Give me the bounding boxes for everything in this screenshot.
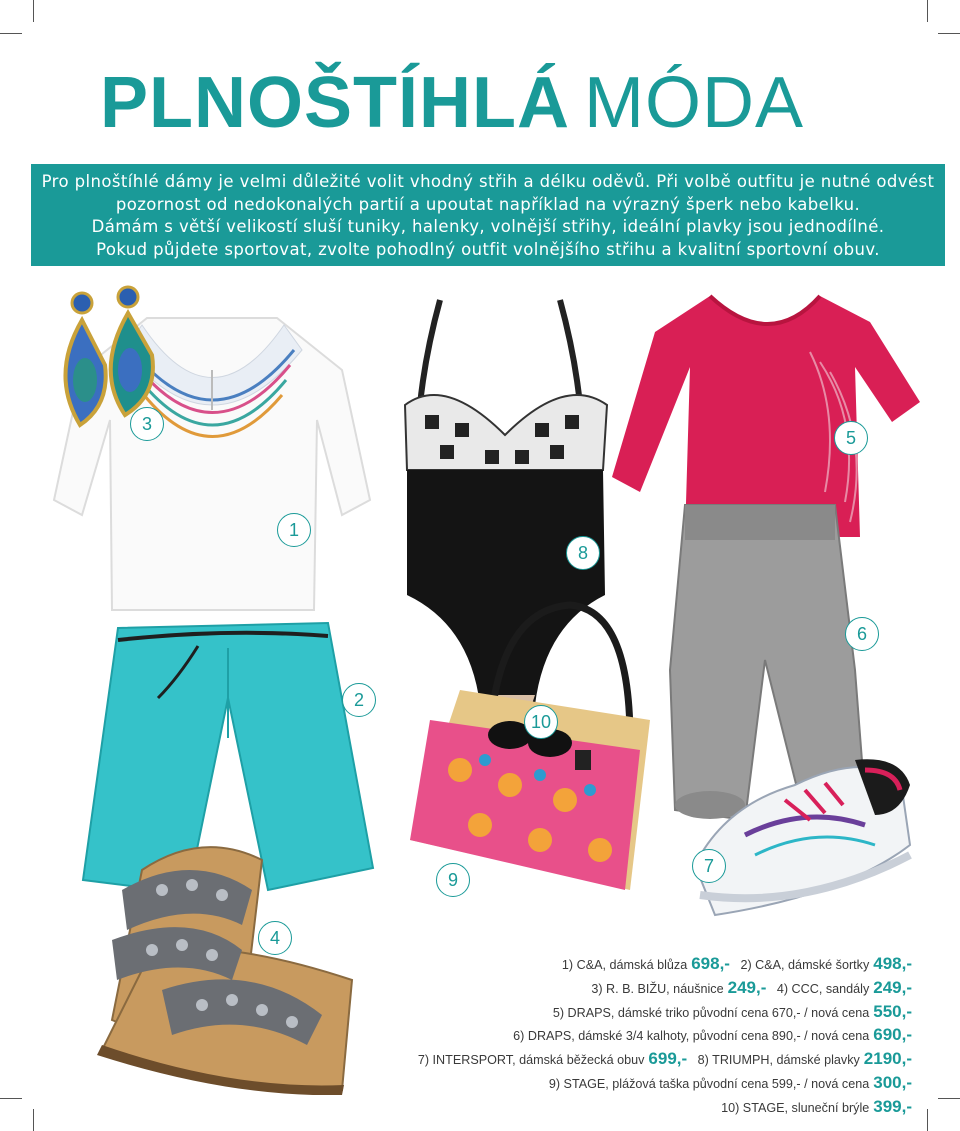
crop-mark xyxy=(938,1098,960,1099)
item-text: 2) C&A, dámské šortky xyxy=(740,958,870,972)
product-number-marker: 10 xyxy=(524,705,558,739)
sneaker-image xyxy=(685,745,915,925)
item-text: 3) R. B. BIŽU, náušnice xyxy=(591,981,724,996)
crop-mark xyxy=(0,33,22,34)
product-number-marker: 4 xyxy=(258,921,292,955)
item-price: 698,- xyxy=(691,954,730,973)
item-price: 2190,- xyxy=(863,1049,912,1069)
product-number-marker: 1 xyxy=(277,513,311,547)
price-line xyxy=(312,977,912,1001)
product-number-marker: 5 xyxy=(834,421,868,455)
crop-mark xyxy=(927,1109,928,1131)
product-number-marker: 2 xyxy=(342,683,376,717)
item-price: 550,- xyxy=(873,1001,912,1021)
item-text: 10) STAGE, sluneční brýle xyxy=(721,1100,870,1115)
bag-image xyxy=(400,600,660,900)
item-text: 9) STAGE, plážová taška původní cena 599,- / nová cena xyxy=(548,1076,870,1091)
item-price: 690,- xyxy=(873,1025,912,1045)
price-line xyxy=(312,1096,912,1120)
item-price: 699,- xyxy=(648,1049,688,1069)
intro-line: Dámám s větší velikostí sluší tuniky, halenky, volnější střihy, ideální plavky jsou jednodílné. xyxy=(91,217,885,236)
crop-mark xyxy=(0,1098,22,1099)
item-price: 399,- xyxy=(873,1096,912,1116)
item-price: 498,- xyxy=(873,954,912,973)
item-text: 7) INTERSPORT, dámská běžecká obuv xyxy=(417,1053,645,1068)
product-number-marker: 8 xyxy=(566,536,600,570)
item-text: 1) C&A, dámská blůza xyxy=(561,958,688,972)
item-text: 8) TRIUMPH, dámské plavky xyxy=(697,1053,860,1068)
intro-line: pozornost od nedokonalých partií a upoutat například na výrazný šperk nebo kabelku. xyxy=(115,194,861,214)
product-number-marker: 6 xyxy=(845,617,879,651)
intro-line: Pro plnoštíhlé dámy je velmi důležité volit vhodný střih a délku oděvů. Při volbě outfitu je nutné odvést xyxy=(41,172,935,191)
title-bold: PLNOŠTÍHLÁ xyxy=(100,63,570,143)
crop-mark xyxy=(33,0,34,22)
item-text: 5) DRAPS, dámské triko původní cena 670,- / nová cena xyxy=(552,1005,870,1020)
crop-mark xyxy=(938,33,960,34)
page-title xyxy=(100,62,900,152)
item-text: 6) DRAPS, dámské 3/4 kalhoty, původní cena 890,- / nová cena xyxy=(513,1029,870,1044)
product-number-marker: 9 xyxy=(436,863,470,897)
item-price: 300,- xyxy=(873,1072,912,1092)
price-line xyxy=(312,1024,912,1048)
intro-box xyxy=(31,164,945,266)
intro-line: Pokud půjdete sportovat, zvolte pohodlný outfit volnějšího střihu a kvalitní sportovní obuv. xyxy=(96,239,880,259)
product-number-marker: 3 xyxy=(130,407,164,441)
price-line xyxy=(312,1001,912,1025)
price-line xyxy=(312,1048,912,1072)
item-price: 249,- xyxy=(727,977,767,997)
price-list xyxy=(312,953,912,1120)
crop-mark xyxy=(927,0,928,22)
product-number-marker: 7 xyxy=(692,849,726,883)
crop-mark xyxy=(33,1109,34,1131)
price-line xyxy=(312,1072,912,1096)
title-light: MÓDA xyxy=(583,63,804,143)
item-text: 4) CCC, sandály xyxy=(776,981,870,996)
price-line xyxy=(312,953,912,977)
item-price: 249,- xyxy=(873,977,912,997)
